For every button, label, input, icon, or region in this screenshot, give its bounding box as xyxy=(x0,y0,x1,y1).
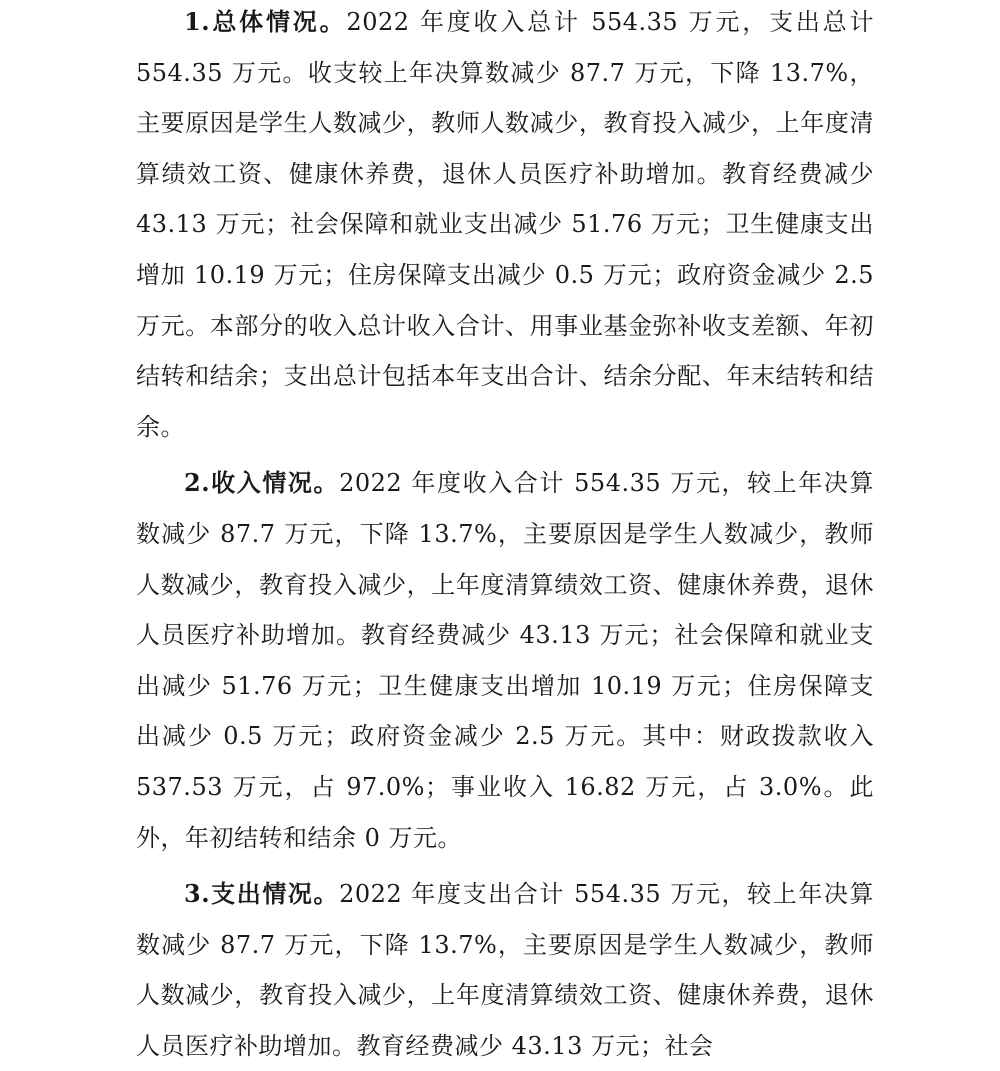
section-heading-overall: 1.总体情况。 xyxy=(184,7,347,36)
paragraph-expenditure xyxy=(136,869,874,1071)
section-body-expenditure: 2022 年度支出合计 554.35 万元，较上年决算数减少 87.7 万元，下降 13.7%，主要原因是学生人数减少，教师人数减少，教育投入减少，上年度清算绩效工资、健康休养费，退休人员医疗补助增加。教育经费减少 43.13 万元；社会 xyxy=(136,880,874,1060)
section-body-income: 2022 年度收入合计 554.35 万元，较上年决算数减少 87.7 万元，下降 13.7%，主要原因是学生人数减少，教师人数减少，教育投入减少，上年度清算绩效工资、健康休养费，退休人员医疗补助增加。教育经费减少 43.13 万元；社会保障和就业支出减少 51.76 万元；卫生健康支出增加 10.19 万元；住房保障支出减少 0.5 万元；政府资金减少 2.5 万元。其中：财政拨款收入 537.53 万元，占 97.0%；事业收入 16.82 万元，占 3.0%。此外，年初结转和结余 0 万元。 xyxy=(136,469,874,852)
paragraph-income xyxy=(136,458,874,863)
section-heading-expenditure: 3.支出情况。 xyxy=(184,879,340,909)
section-body-overall: 2022 年度收入总计 554.35 万元，支出总计 554.35 万元。收支较上年决算数减少 87.7 万元，下降 13.7%，主要原因是学生人数减少，教师人数减少，教育投入减少，上年度清算绩效工资、健康休养费，退休人员医疗补助增加。教育经费减少 43.13 万元；社会保障和就业支出减少 51.76 万元；卫生健康支出增加 10.19 万元；住房保障支出减少 0.5 万元；政府资金减少 2.5 万元。本部分的收入总计收入合计、用事业基金弥补收支差额、年初结转和结余；支出总计包括本年支出合计、结余分配、年末结转和结余。 xyxy=(136,8,874,441)
paragraph-overall xyxy=(136,0,874,452)
section-heading-income: 2.收入情况。 xyxy=(184,468,340,498)
document-page xyxy=(136,0,874,1071)
